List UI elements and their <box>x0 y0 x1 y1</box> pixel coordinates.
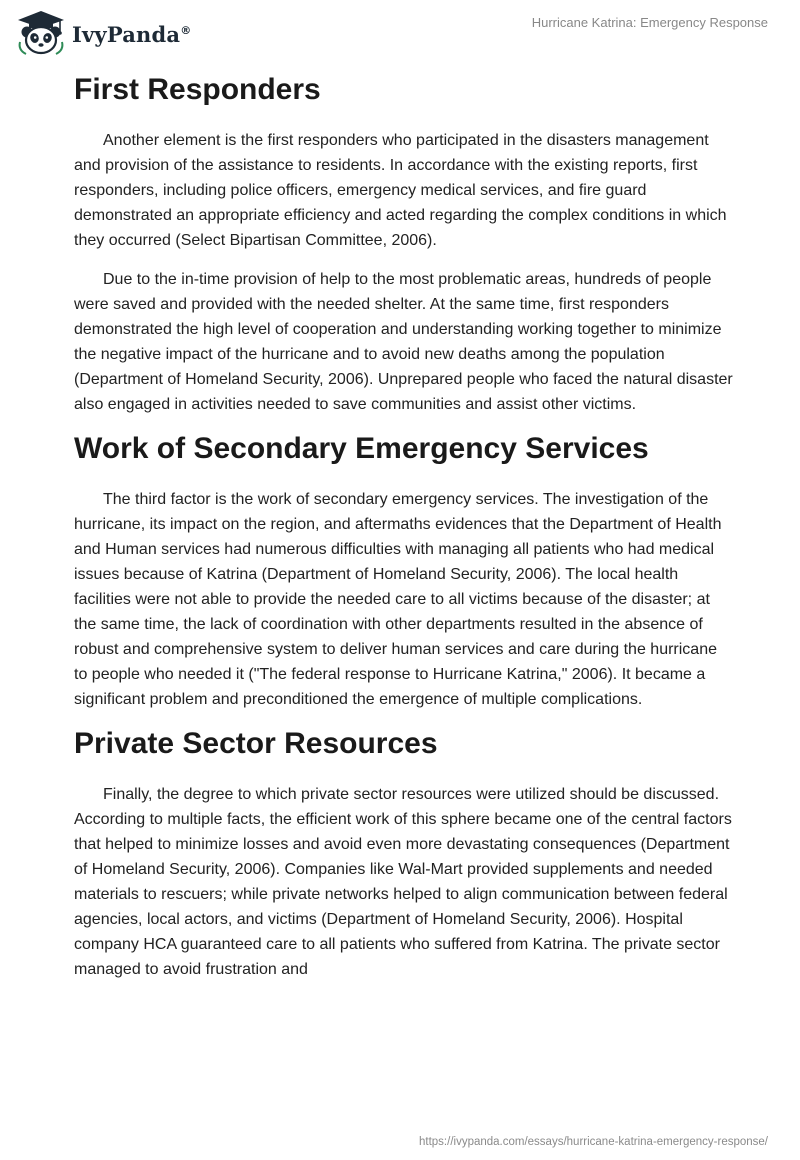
ivypanda-logo[interactable] <box>14 8 191 56</box>
document-title: Hurricane Katrina: Emergency Response <box>531 15 768 30</box>
essay-content <box>74 70 734 982</box>
logo-wordmark: IvyPanda® <box>72 21 192 47</box>
source-url-link[interactable]: https://ivypanda.com/essays/hurricane-katrina-emergency-response/ <box>419 1136 768 1148</box>
section-heading: Work of Secondary Emergency Services <box>74 432 649 465</box>
section-heading: Private Sector Resources <box>74 727 438 760</box>
paragraph: The third factor is the work of secondary emergency services. The investigation of the hurricane, its impact on the region, and aftermaths evidences that the Department of Health and Human services had numerous difficulties with managing all patients who had medical issues because of Katrina (Department of Homeland Security, 2006). The local health facilities were not able to provide the needed care to all victims because of the disaster; at the same time, the lack of coordination with other departments resulted in the absence of robust and comprehensive system to deliver human services and care during the hurricane to people who needed it ("The federal response to Hurricane Katrina," 2006). It became a significant problem and preconditioned the emergence of multiple complications. <box>74 491 722 708</box>
paragraph: Finally, the degree to which private sector resources were utilized should be discussed. According to multiple facts, the efficient work of this sphere became one of the central factors that helped to minimize losses and avoid even more devastating consequences (Department of Homeland Security, 2006). Companies like Wal-Mart provided supplements and needed materials to rescuers; while private networks helped to align communication between federal agencies, local actors, and victims (Department of Homeland Security, 2006). Hospital company HCA guaranteed care to all patients who suffered from Katrina. The private sector managed to avoid frustration and <box>74 786 732 978</box>
paragraph: Another element is the first responders who participated in the disasters management and provision of the assistance to residents. In accordance with the existing reports, first responders, including police officers, emergency medical services, and fire guard demonstrated an appropriate efficiency and acted regarding the complex conditions in which they occurred (Select Bipartisan Committee, 2006). <box>74 132 727 249</box>
section-private-sector-resources <box>74 724 734 982</box>
section-heading: First Responders <box>74 73 321 106</box>
page-header <box>0 0 800 60</box>
section-first-responders <box>74 70 734 417</box>
paragraph: Due to the in-time provision of help to the most problematic areas, hundreds of people were saved and provided with the needed shelter. At the same time, first responders demonstrated the high level of cooperation and understanding working together to minimize the negative impact of the hurricane and to avoid new deaths among the population (Department of Homeland Security, 2006). Unprepared people who faced the natural disaster also engaged in activities needed to save communities and assist other victims. <box>74 271 733 413</box>
panda-graduate-logo-icon <box>14 8 68 56</box>
section-secondary-emergency-services <box>74 429 734 712</box>
